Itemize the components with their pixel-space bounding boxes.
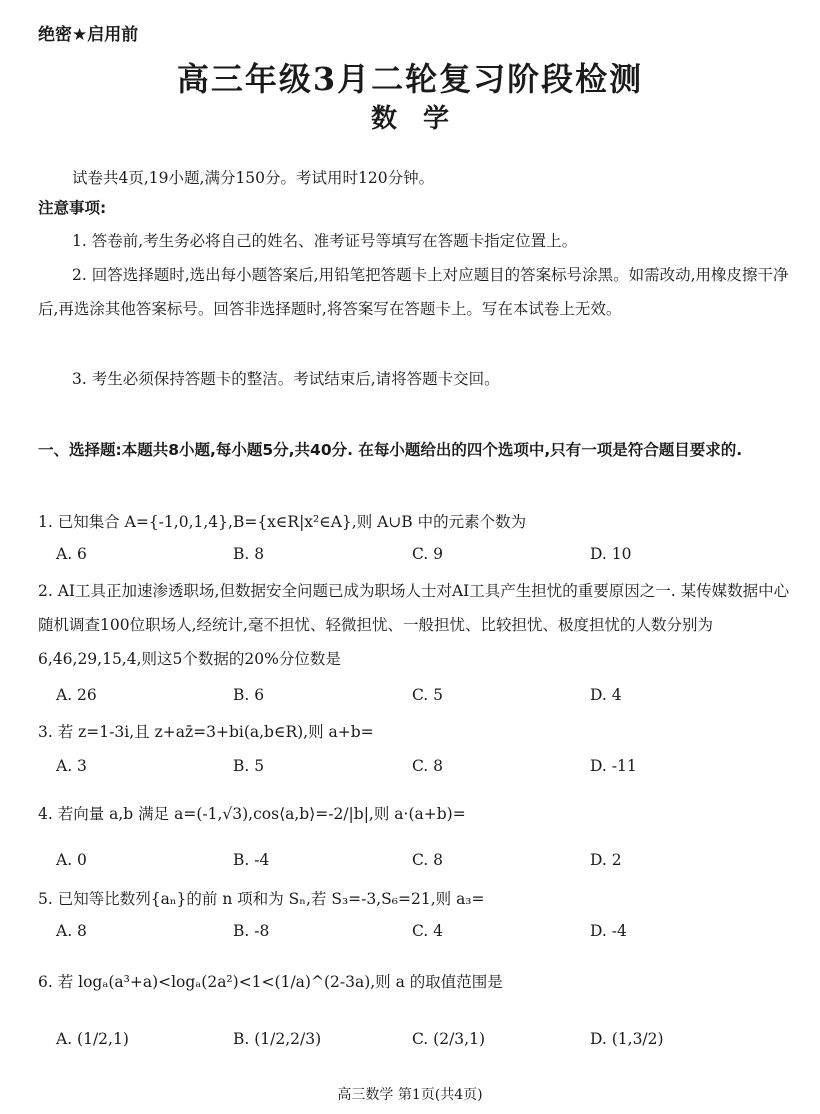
notice-heading: 注意事项: xyxy=(38,199,107,217)
question-5-option-a: A. 8 xyxy=(56,922,87,940)
question-4-option-b: B. -4 xyxy=(233,851,270,869)
question-1-option-b: B. 8 xyxy=(233,545,265,563)
page-footer: 高三数学 第1页(共4页) xyxy=(337,1087,483,1103)
question-2-option-b: B. 6 xyxy=(233,686,265,704)
notice-item-1: 1. 答卷前,考生务必将自己的姓名、准考证号等填写在答题卡指定位置上。 xyxy=(72,232,578,250)
exam-intro: 试卷共4页,19小题,满分150分。考试用时120分钟。 xyxy=(72,169,435,187)
question-4-option-a: A. 0 xyxy=(56,851,87,869)
question-2-option-d: D. 4 xyxy=(590,686,622,704)
exam-title: 高三年级3月二轮复习阶段检测 xyxy=(176,60,644,98)
question-3-option-a: A. 3 xyxy=(56,757,87,775)
notice-item-2: 2. 回答选择题时,选出每小题答案后,用铅笔把答题卡上对应题目的答案标号涂黑。如需改动,用橡皮擦干净后,再选涂其他答案标号。回答非选择题时,将答案写在答题卡上。写在本试卷上无效。 xyxy=(38,266,789,318)
question-4-stem: 4. 若向量 a,b 满足 a=(-1,√3),cos⟨a,b⟩=-2/|b|,则 a·(a+b)= xyxy=(38,805,466,823)
question-6-option-c: C. (2/3,1) xyxy=(412,1030,485,1048)
confidential-label: 绝密★启用前 xyxy=(38,25,139,45)
question-3-option-c: C. 8 xyxy=(412,757,444,775)
question-1-option-a: A. 6 xyxy=(56,545,87,563)
question-6-stem: 6. 若 logₐ(a³+a)<logₐ(2a²)<1<(1/a)^(2-3a),则 a 的取值范围是 xyxy=(38,973,503,991)
question-6-option-b: B. (1/2,2/3) xyxy=(233,1030,322,1048)
question-5-option-c: C. 4 xyxy=(412,922,444,940)
question-6-option-d: D. (1,3/2) xyxy=(590,1030,664,1048)
question-1-option-c: C. 9 xyxy=(412,545,444,563)
question-1-stem: 1. 已知集合 A={-1,0,1,4},B={x∈R|x²∈A},则 A∪B 中的元素个数为 xyxy=(38,513,527,531)
question-3-option-d: D. -11 xyxy=(590,757,637,775)
question-5-option-d: D. -4 xyxy=(590,922,627,940)
question-3-option-b: B. 5 xyxy=(233,757,265,775)
question-2-option-a: A. 26 xyxy=(56,686,97,704)
question-4-option-c: C. 8 xyxy=(412,851,444,869)
question-2-option-c: C. 5 xyxy=(412,686,444,704)
question-1-option-d: D. 10 xyxy=(590,545,632,563)
question-6-option-a: A. (1/2,1) xyxy=(56,1030,129,1048)
question-3-stem: 3. 若 z=1-3i,且 z+az̄=3+bi(a,b∈R),则 a+b= xyxy=(38,723,374,741)
question-5-option-b: B. -8 xyxy=(233,922,270,940)
subject-title: 数学 xyxy=(370,104,475,134)
section1-heading: 一、选择题:本题共8小题,每小题5分,共40分. 在每小题给出的四个选项中,只有一项是符合题目要求的. xyxy=(38,441,743,459)
notice-item-3: 3. 考生必须保持答题卡的整洁。考试结束后,请将答题卡交回。 xyxy=(72,370,500,388)
question-5-stem: 5. 已知等比数列{aₙ}的前 n 项和为 Sₙ,若 S₃=-3,S₆=21,则 a₃= xyxy=(38,890,485,908)
question-4-option-d: D. 2 xyxy=(590,851,622,869)
question-2-stem: 2. AI工具正加速渗透职场,但数据安全问题已成为职场人士对AI工具产生担忧的重要原因之一. 某传媒数据中心随机调查100位职场人,经统计,毫不担忧、轻微担忧、一般担忧、比较担忧、极度担忧的人数分别为6,46,29,15,4,则这5个数据的20%分位数是 xyxy=(38,582,790,668)
